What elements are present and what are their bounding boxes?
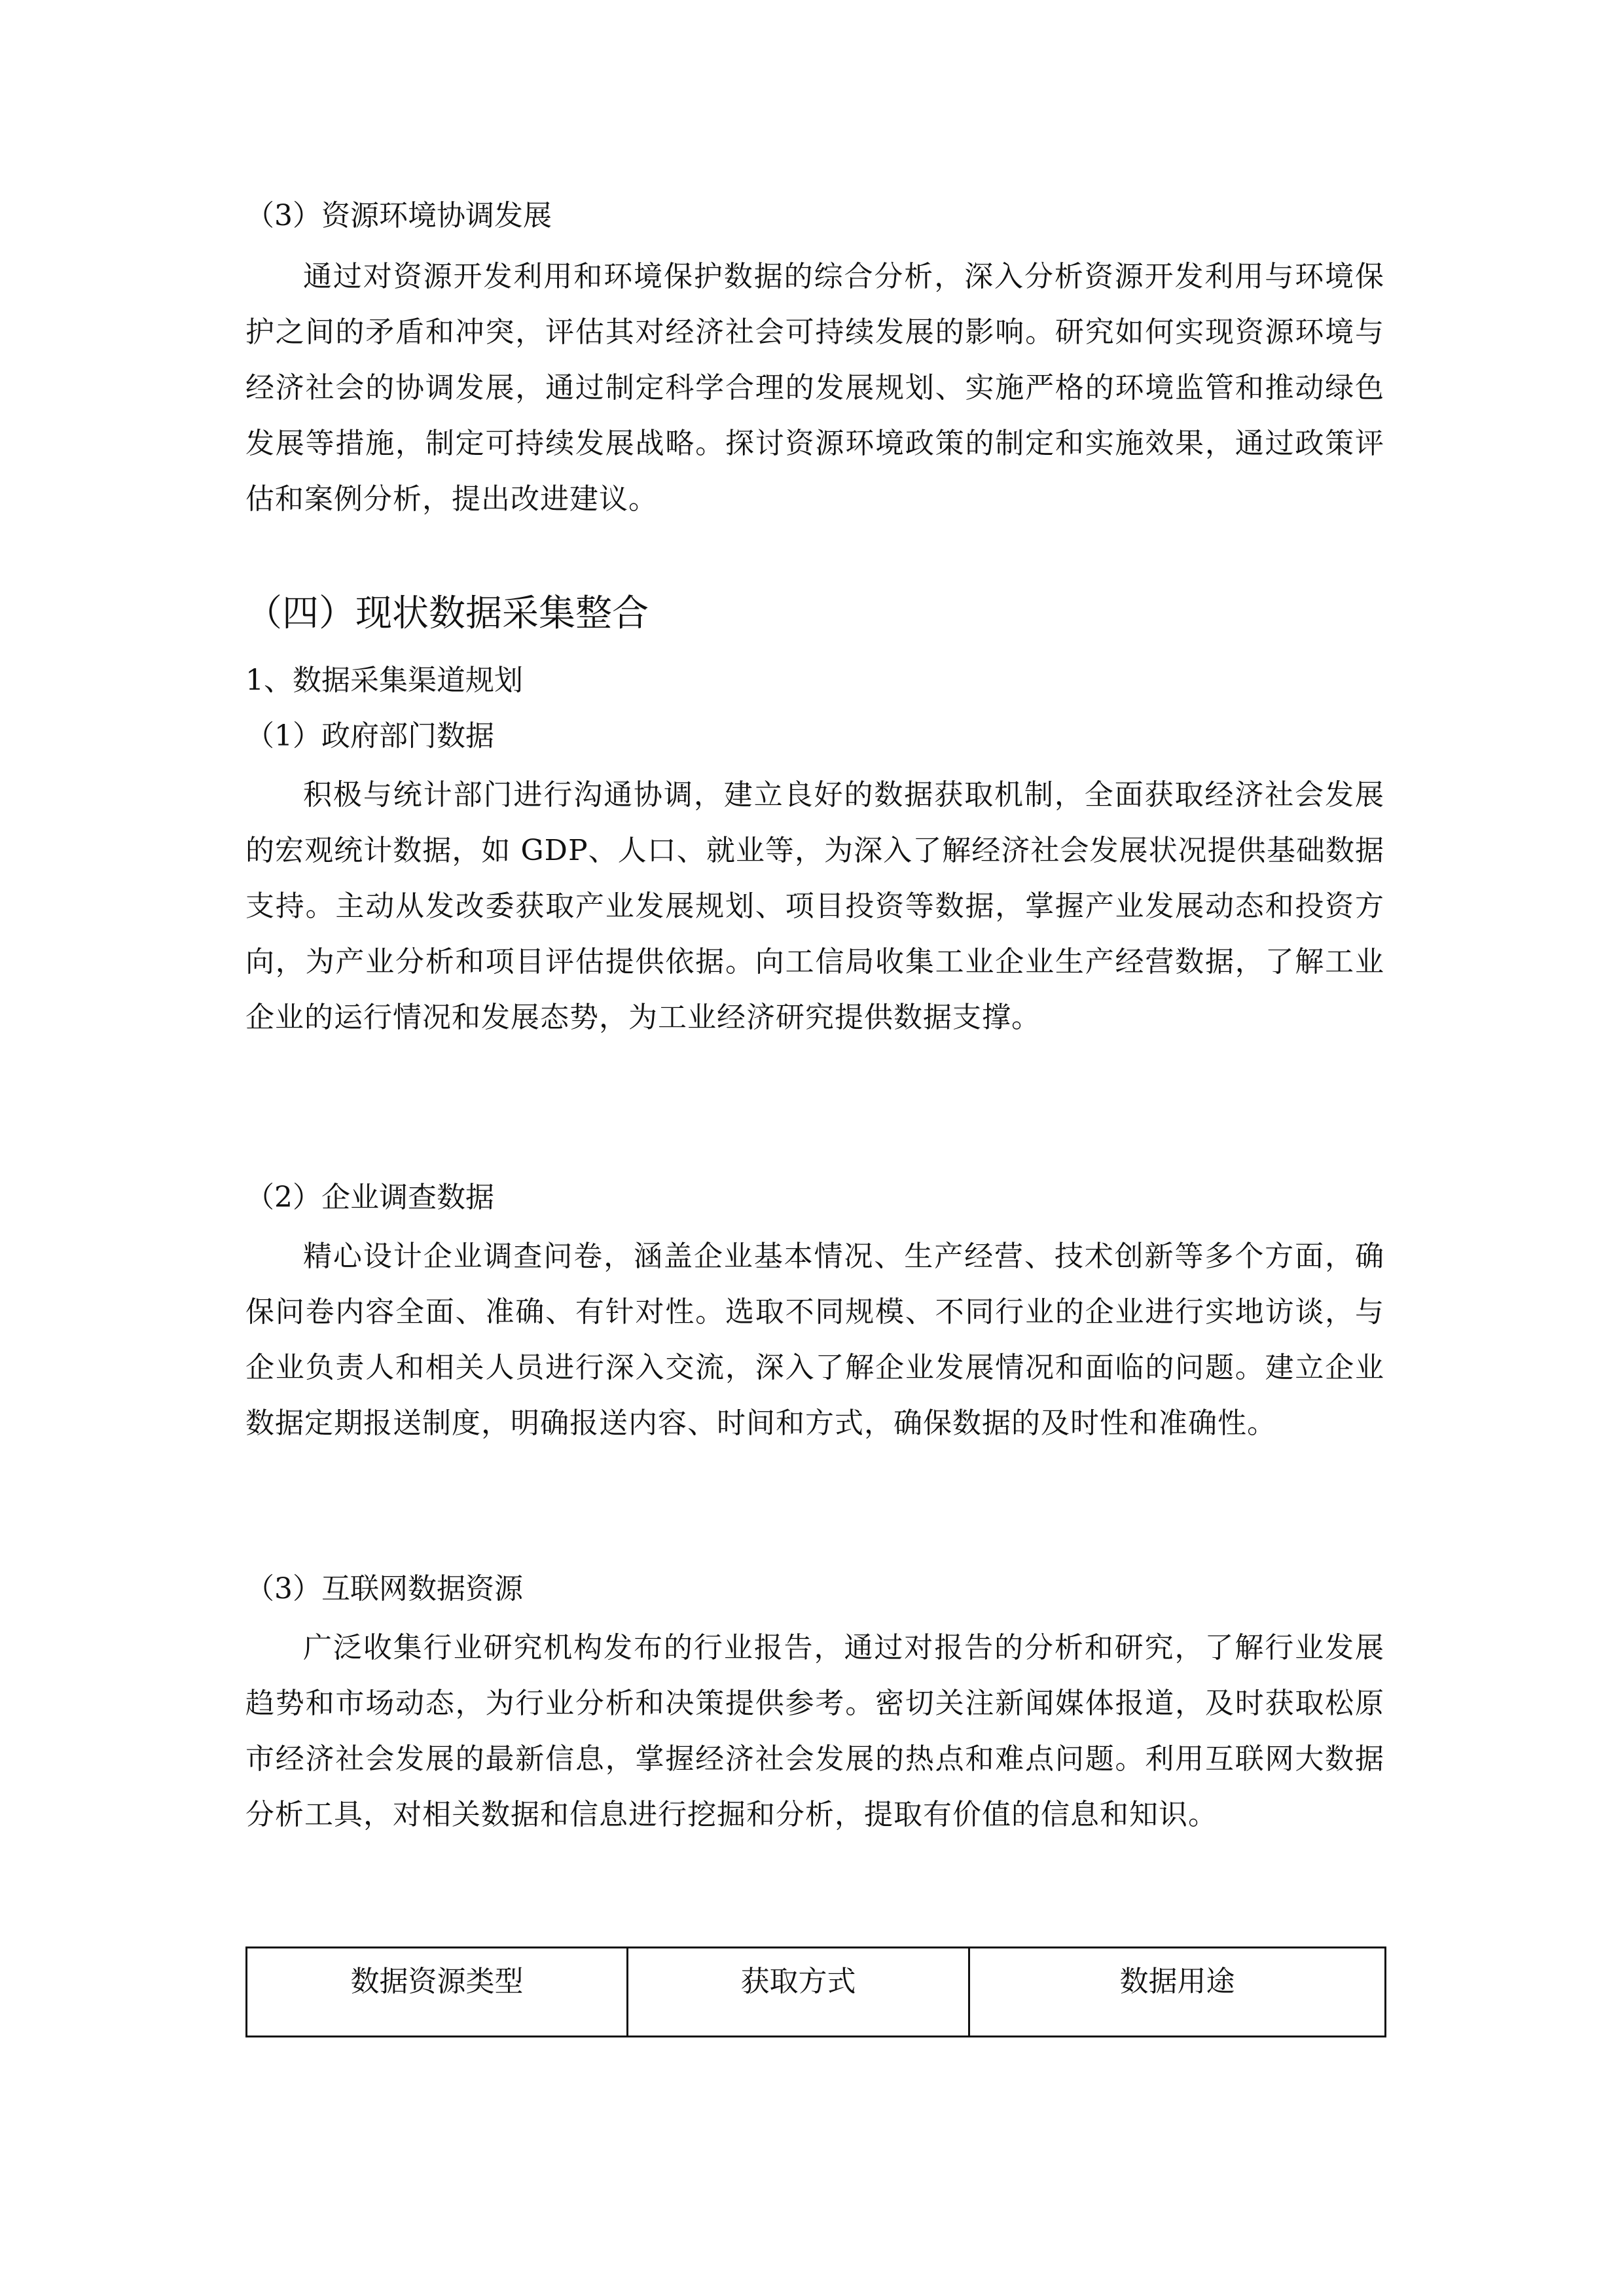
paragraph-resource-environment: 通过对资源开发利用和环境保护数据的综合分析，深入分析资源开发利用与环境保护之间的矛盾和冲突，评估其对经济社会可持续发展的影响。研究如何实现资源环境与经济社会的协调发展，通过制定科学合理的发展规划、实施严格的环境监管和推动绿色发展等措施，制定可持续发展战略。探讨资源环境政策的制定和实施效果，通过政策评估和案例分析，提出改进建议。 <box>245 260 1384 516</box>
heading-internet-data: （3）互联网数据资源 <box>245 1572 523 1605</box>
paragraph-internet-data: 广泛收集行业研究机构发布的行业报告，通过对报告的分析和研究，了解行业发展趋势和市场动态，为行业分析和决策提供参考。密切关注新闻媒体报道，及时获取松原市经济社会发展的最新信息，掌握经济社会发展的热点和难点问题。利用互联网大数据分析工具，对相关数据和信息进行挖掘和分析，提取有价值的信息和知识。 <box>245 1631 1384 1831</box>
table-header-acquisition-method: 获取方式 <box>628 1948 969 2037</box>
table-header-row <box>247 1948 1386 2037</box>
paragraph-government-data: 积极与统计部门进行沟通协调，建立良好的数据获取机制，全面获取经济社会发展的宏观统计数据，如 GDP、人口、就业等，为深入了解经济社会发展状况提供基础数据支持。主动从发改委获取产业发展规划、项目投资等数据，掌握产业发展动态和投资方向，为产业分析和项目评估提供依据。向工信局收集工业企业生产经营数据，了解工业企业的运行情况和发展态势，为工业经济研究提供数据支撑。 <box>245 778 1384 1034</box>
heading-government-data: （1）政府部门数据 <box>245 719 494 753</box>
table-header-data-usage: 数据用途 <box>969 1948 1386 2037</box>
heading-enterprise-data: （2）企业调查数据 <box>245 1181 494 1214</box>
heading-channel-planning: 1、数据采集渠道规划 <box>245 664 523 697</box>
data-resource-table <box>245 1946 1386 2037</box>
table-header-resource-type: 数据资源类型 <box>247 1948 628 2037</box>
paragraph-enterprise-data: 精心设计企业调查问卷，涵盖企业基本情况、生产经营、技术创新等多个方面，确保问卷内容全面、准确、有针对性。选取不同规模、不同行业的企业进行实地访谈，与企业负责人和相关人员进行深入交流，深入了解企业发展情况和面临的问题。建立企业数据定期报送制度，明确报送内容、时间和方式，确保数据的及时性和准确性。 <box>245 1240 1384 1440</box>
heading-resource-environment: （3）资源环境协调发展 <box>245 199 552 232</box>
section-title-data-collection: （四）现状数据采集整合 <box>245 592 649 635</box>
